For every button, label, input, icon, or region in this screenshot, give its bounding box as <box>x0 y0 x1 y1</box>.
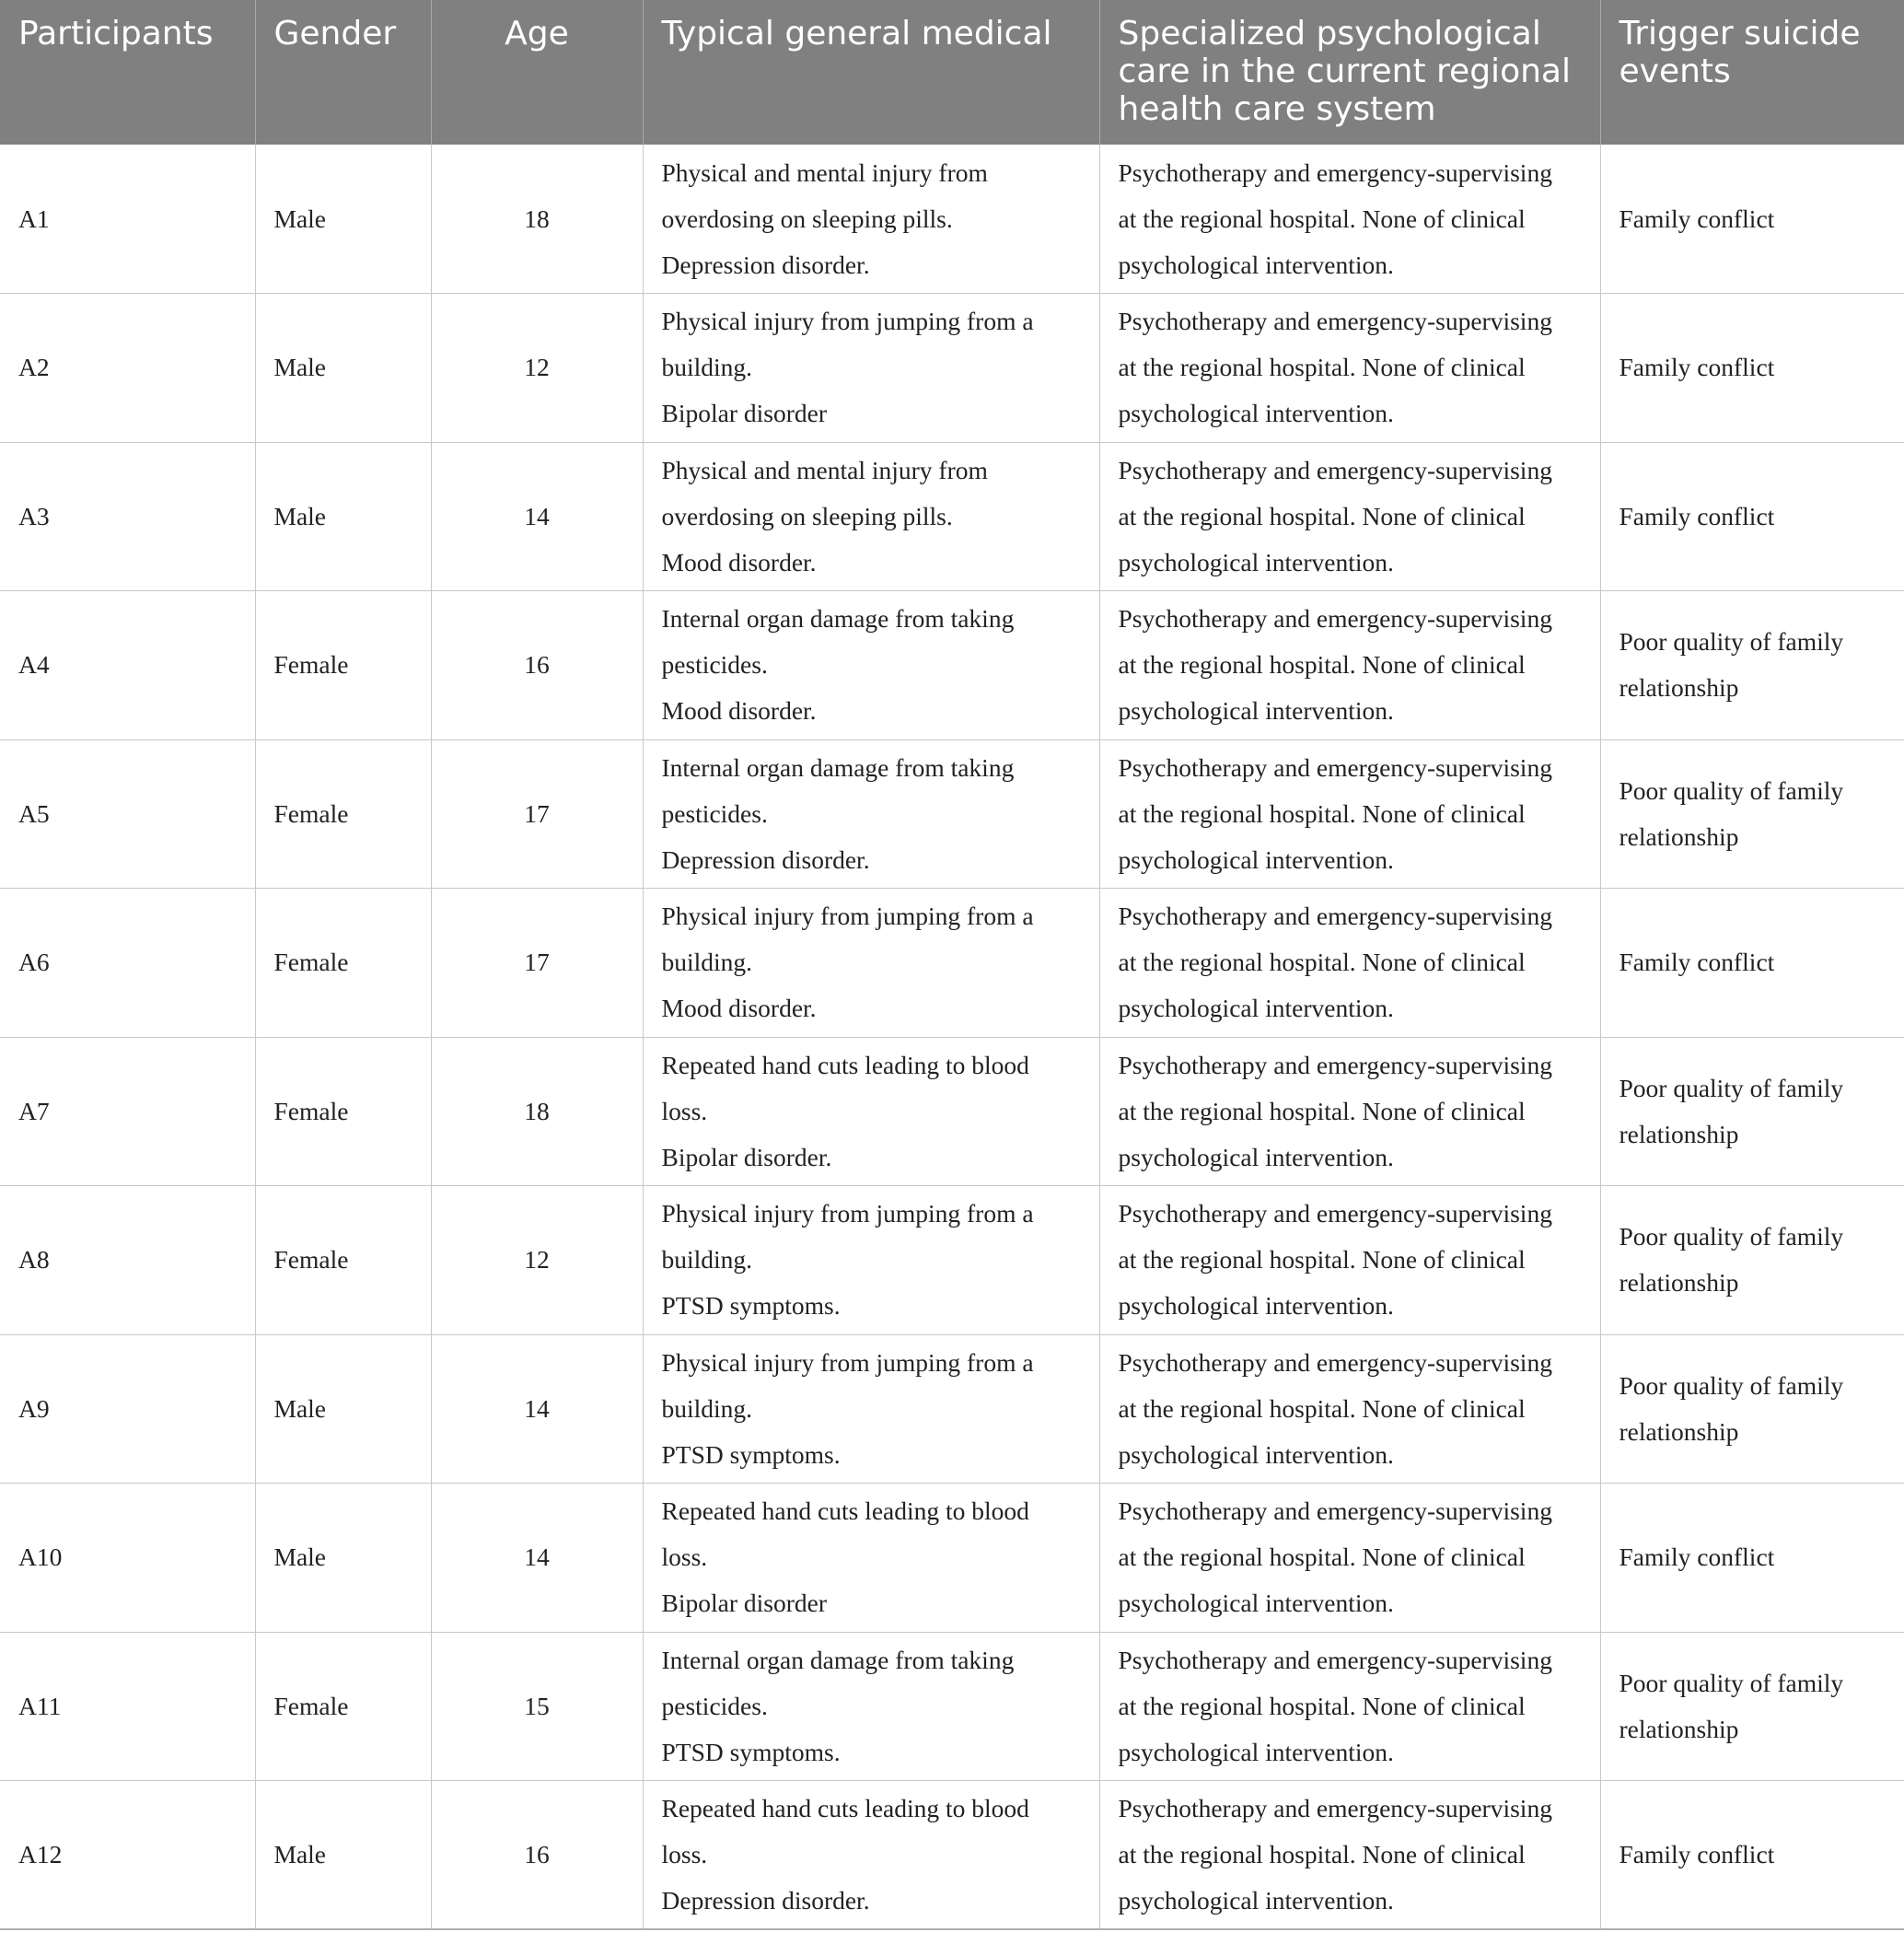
cell-gender: Female <box>255 1632 431 1781</box>
cell-participant: A11 <box>0 1632 255 1781</box>
cell-line: Poor quality of family <box>1619 1222 1844 1251</box>
cell-line: Psychotherapy and emergency-supervising <box>1118 1050 1552 1079</box>
cell-typical-general-medical <box>643 294 1099 443</box>
cell-typical-general-medical <box>643 1186 1099 1335</box>
header-gender: Gender <box>255 0 431 145</box>
cell-line: Physical injury from jumping from a <box>661 1347 1034 1377</box>
cell-age: 16 <box>431 1781 643 1930</box>
cell-trigger-suicide-events <box>1600 1186 1904 1335</box>
table-row <box>0 739 1904 889</box>
cell-specialized-psychological-care <box>1099 442 1600 591</box>
cell-line: psychological intervention. <box>1118 696 1394 726</box>
table-row <box>0 145 1904 294</box>
cell-gender: Male <box>255 442 431 591</box>
cell-line: Mood disorder. <box>661 547 817 576</box>
cell-trigger-suicide-events <box>1600 1632 1904 1781</box>
cell-line: building. <box>661 353 753 382</box>
cell-line: Depression disorder. <box>661 250 870 279</box>
cell-line: Psychotherapy and emergency-supervising <box>1118 1199 1552 1228</box>
cell-line: Internal organ damage from taking <box>661 752 1015 782</box>
cell-line: PTSD symptoms. <box>661 1439 841 1469</box>
table-body <box>0 145 1904 1929</box>
cell-line: Family conflict <box>1619 1840 1775 1868</box>
table-header <box>0 0 1904 145</box>
cell-specialized-psychological-care <box>1099 1781 1600 1930</box>
cell-participant: A2 <box>0 294 255 443</box>
cell-participant: A6 <box>0 889 255 1038</box>
cell-trigger-suicide-events <box>1600 145 1904 294</box>
cell-line: Family conflict <box>1619 948 1775 977</box>
cell-line: Repeated hand cuts leading to blood <box>661 1794 1029 1822</box>
cell-typical-general-medical <box>643 145 1099 294</box>
table-row <box>0 1037 1904 1186</box>
cell-line: Internal organ damage from taking <box>661 604 1015 634</box>
cell-gender: Male <box>255 1334 431 1484</box>
cell-gender: Male <box>255 1781 431 1930</box>
cell-line: psychological intervention. <box>1118 994 1394 1023</box>
cell-line: Family conflict <box>1619 1542 1775 1572</box>
cell-line: psychological intervention. <box>1118 1886 1394 1915</box>
cell-line: relationship <box>1619 1714 1739 1743</box>
table-row <box>0 889 1904 1038</box>
cell-specialized-psychological-care <box>1099 1186 1600 1335</box>
cell-age: 17 <box>431 889 643 1038</box>
cell-gender: Female <box>255 591 431 740</box>
cell-typical-general-medical <box>643 889 1099 1038</box>
cell-gender: Female <box>255 1186 431 1335</box>
cell-line: PTSD symptoms. <box>661 1737 841 1766</box>
cell-line: Internal organ damage from taking <box>661 1645 1015 1674</box>
cell-line: psychological intervention. <box>1118 547 1394 576</box>
cell-line: psychological intervention. <box>1118 399 1394 428</box>
cell-specialized-psychological-care <box>1099 739 1600 889</box>
cell-line: Physical injury from jumping from a <box>661 1199 1034 1228</box>
cell-line: at the regional hospital. None of clinical <box>1118 1393 1526 1423</box>
cell-typical-general-medical <box>643 1484 1099 1633</box>
cell-line: psychological intervention. <box>1118 1142 1394 1171</box>
cell-line: Family conflict <box>1619 204 1775 233</box>
cell-typical-general-medical <box>643 1632 1099 1781</box>
cell-line: at the regional hospital. None of clinical <box>1118 1096 1526 1125</box>
cell-age: 14 <box>431 1484 643 1633</box>
cell-line: Poor quality of family <box>1619 1073 1844 1102</box>
cell-line: Physical injury from jumping from a <box>661 307 1034 336</box>
cell-line: Poor quality of family <box>1619 1370 1844 1400</box>
cell-trigger-suicide-events <box>1600 294 1904 443</box>
cell-gender: Male <box>255 294 431 443</box>
cell-participant: A9 <box>0 1334 255 1484</box>
cell-age: 15 <box>431 1632 643 1781</box>
cell-typical-general-medical <box>643 442 1099 591</box>
cell-line: Physical injury from jumping from a <box>661 902 1034 931</box>
cell-trigger-suicide-events <box>1600 1484 1904 1633</box>
cell-line: at the regional hospital. None of clinical <box>1118 353 1526 382</box>
cell-line: Psychotherapy and emergency-supervising <box>1118 1645 1552 1674</box>
cell-line: Depression disorder. <box>661 1886 870 1915</box>
cell-line: at the regional hospital. None of clinical <box>1118 948 1526 977</box>
cell-age: 12 <box>431 294 643 443</box>
cell-participant: A10 <box>0 1484 255 1633</box>
cell-line: Bipolar disorder. <box>661 1142 832 1171</box>
table-row <box>0 442 1904 591</box>
cell-specialized-psychological-care <box>1099 1037 1600 1186</box>
cell-typical-general-medical <box>643 591 1099 740</box>
cell-age: 17 <box>431 739 643 889</box>
cell-line: Repeated hand cuts leading to blood <box>661 1496 1029 1526</box>
cell-participant: A12 <box>0 1781 255 1930</box>
cell-line: Depression disorder. <box>661 844 870 874</box>
cell-line: Psychotherapy and emergency-supervising <box>1118 902 1552 931</box>
cell-typical-general-medical <box>643 739 1099 889</box>
cell-gender: Female <box>255 739 431 889</box>
cell-specialized-psychological-care <box>1099 1632 1600 1781</box>
cell-participant: A8 <box>0 1186 255 1335</box>
cell-line: Family conflict <box>1619 353 1775 382</box>
cell-line: relationship <box>1619 1416 1739 1446</box>
cell-age: 12 <box>431 1186 643 1335</box>
cell-line: Psychotherapy and emergency-supervising <box>1118 1496 1552 1526</box>
cell-age: 16 <box>431 591 643 740</box>
header-participants: Participants <box>0 0 255 145</box>
cell-specialized-psychological-care <box>1099 591 1600 740</box>
cell-line: Psychotherapy and emergency-supervising <box>1118 455 1552 484</box>
table-row <box>0 1484 1904 1633</box>
cell-participant: A5 <box>0 739 255 889</box>
cell-trigger-suicide-events <box>1600 739 1904 889</box>
cell-line: building. <box>661 1245 753 1275</box>
cell-line: Physical and mental injury from <box>661 157 988 187</box>
cell-line: Bipolar disorder <box>661 1589 827 1618</box>
cell-line: relationship <box>1619 1119 1739 1148</box>
header-typical-general-medical: Typical general medical <box>643 0 1099 145</box>
cell-age: 18 <box>431 145 643 294</box>
cell-line: overdosing on sleeping pills. <box>661 204 953 233</box>
table-row <box>0 1632 1904 1781</box>
cell-line: Psychotherapy and emergency-supervising <box>1118 157 1552 187</box>
cell-specialized-psychological-care <box>1099 889 1600 1038</box>
cell-line: pesticides. <box>661 650 768 680</box>
header-row <box>0 0 1904 145</box>
cell-line: Poor quality of family <box>1619 1668 1844 1697</box>
cell-line: Psychotherapy and emergency-supervising <box>1118 1347 1552 1377</box>
cell-participant: A4 <box>0 591 255 740</box>
cell-line: psychological intervention. <box>1118 1589 1394 1618</box>
cell-age: 18 <box>431 1037 643 1186</box>
cell-gender: Male <box>255 145 431 294</box>
cell-trigger-suicide-events <box>1600 1037 1904 1186</box>
cell-gender: Female <box>255 889 431 1038</box>
cell-line: at the regional hospital. None of clinical <box>1118 1245 1526 1275</box>
table-row <box>0 294 1904 443</box>
cell-specialized-psychological-care <box>1099 145 1600 294</box>
cell-line: psychological intervention. <box>1118 844 1394 874</box>
cell-line: at the regional hospital. None of clinical <box>1118 501 1526 530</box>
cell-line: Mood disorder. <box>661 994 817 1023</box>
cell-line: Psychotherapy and emergency-supervising <box>1118 604 1552 634</box>
cell-line: Psychotherapy and emergency-supervising <box>1118 307 1552 336</box>
cell-typical-general-medical <box>643 1781 1099 1930</box>
cell-line: psychological intervention. <box>1118 1439 1394 1469</box>
cell-trigger-suicide-events <box>1600 591 1904 740</box>
cell-line: building. <box>661 1393 753 1423</box>
cell-line: relationship <box>1619 673 1739 703</box>
cell-line: at the regional hospital. None of clinical <box>1118 650 1526 680</box>
cell-gender: Male <box>255 1484 431 1633</box>
cell-line: Physical and mental injury from <box>661 455 988 484</box>
table-row <box>0 591 1904 740</box>
cell-line: overdosing on sleeping pills. <box>661 501 953 530</box>
cell-specialized-psychological-care <box>1099 1484 1600 1633</box>
cell-trigger-suicide-events <box>1600 1781 1904 1930</box>
cell-line: Repeated hand cuts leading to blood <box>661 1050 1029 1079</box>
cell-trigger-suicide-events <box>1600 442 1904 591</box>
header-age: Age <box>431 0 643 145</box>
cell-line: psychological intervention. <box>1118 1737 1394 1766</box>
cell-participant: A1 <box>0 145 255 294</box>
cell-line: at the regional hospital. None of clinical <box>1118 1840 1526 1868</box>
cell-line: Mood disorder. <box>661 696 817 726</box>
table-row <box>0 1186 1904 1335</box>
cell-line: at the regional hospital. None of clinical <box>1118 798 1526 828</box>
cell-gender: Female <box>255 1037 431 1186</box>
cell-line: PTSD symptoms. <box>661 1291 841 1321</box>
cell-line: loss. <box>661 1840 708 1868</box>
cell-trigger-suicide-events <box>1600 889 1904 1038</box>
cell-line: relationship <box>1619 821 1739 851</box>
cell-line: building. <box>661 948 753 977</box>
cell-trigger-suicide-events <box>1600 1334 1904 1484</box>
cell-line: Bipolar disorder <box>661 399 827 428</box>
cell-specialized-psychological-care <box>1099 294 1600 443</box>
cell-specialized-psychological-care <box>1099 1334 1600 1484</box>
cell-participant: A3 <box>0 442 255 591</box>
cell-age: 14 <box>431 442 643 591</box>
cell-line: at the regional hospital. None of clinical <box>1118 204 1526 233</box>
cell-participant: A7 <box>0 1037 255 1186</box>
cell-line: Poor quality of family <box>1619 627 1844 657</box>
header-trigger-suicide-events: Trigger suicide events <box>1600 0 1904 145</box>
cell-line: pesticides. <box>661 1691 768 1720</box>
cell-line: loss. <box>661 1096 708 1125</box>
cell-line: psychological intervention. <box>1118 250 1394 279</box>
cell-line: at the regional hospital. None of clinical <box>1118 1542 1526 1572</box>
table-row <box>0 1334 1904 1484</box>
cell-line: Family conflict <box>1619 501 1775 530</box>
cell-line: pesticides. <box>661 798 768 828</box>
cell-line: loss. <box>661 1542 708 1572</box>
cell-line: relationship <box>1619 1268 1739 1298</box>
cell-line: Psychotherapy and emergency-supervising <box>1118 752 1552 782</box>
table-row <box>0 1781 1904 1930</box>
cell-line: at the regional hospital. None of clinical <box>1118 1691 1526 1720</box>
cell-age: 14 <box>431 1334 643 1484</box>
cell-typical-general-medical <box>643 1334 1099 1484</box>
cell-line: Psychotherapy and emergency-supervising <box>1118 1794 1552 1822</box>
cell-line: Poor quality of family <box>1619 775 1844 805</box>
header-specialized-psychological-care: Specialized psychological care in the current regional health care system <box>1099 0 1600 145</box>
cell-line: psychological intervention. <box>1118 1291 1394 1321</box>
cell-typical-general-medical <box>643 1037 1099 1186</box>
